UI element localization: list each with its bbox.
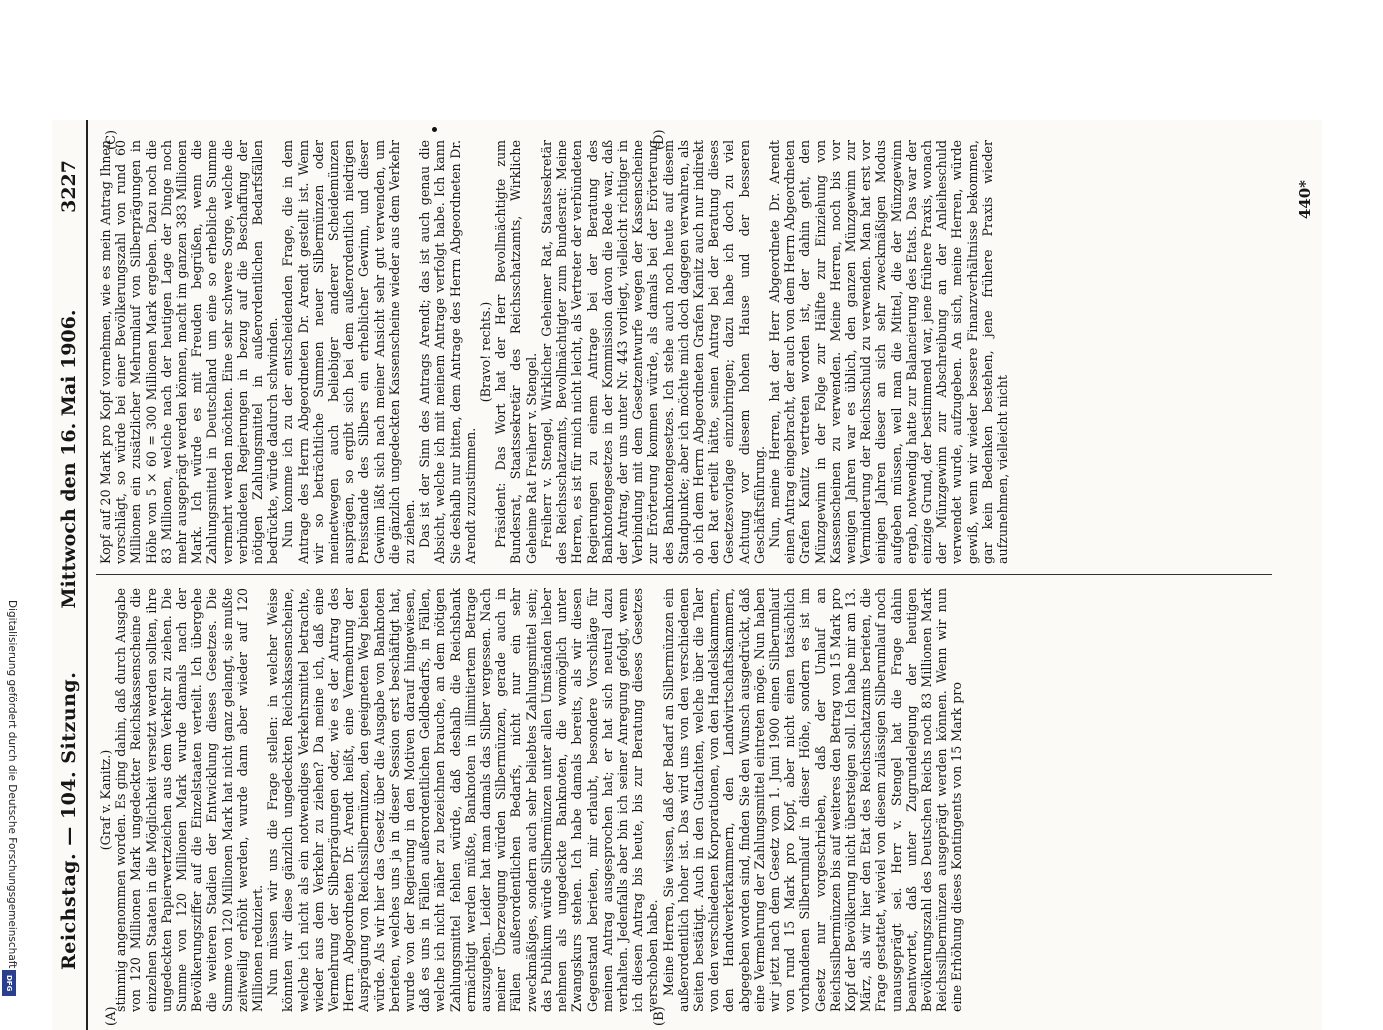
left-paragraph: Nun müssen wir uns die Frage stellen: in welcher Weise könnten wir diese gänzlich ungedeckten Reichskassenscheine, welche ich nicht als ein notwendiges Verkehrsmittel betrachte, wieder aus dem Verkehr zu ziehen? Da meine ich, daß eine Vermehrung der Silberprägungen oder, wie es der Antrag des Herrn Abgeordneten Dr. Arendt heißt, eine Vermehrung der Ausprägung von Reichssilbermünzen, den geeigneten Weg bieten würde. Als wir hier das Gesetz über die Ausgabe von Banknoten berieten, welches uns ja in dieser Session erst beschäftigt hat, wurde von der Regierung in den Motiven darauf hingewiesen, daß es uns in Fällen außerordentlichen Geldbedarfs, in Fällen, welche ich nicht näher zu bezeichnen brauche, an dem nötigen Zahlungsmittel fehlen würde, daß deshalb die Reichsbank ermächtigt werden müßte, Banknoten in illimitiertem Betrage auszugeben. Leider hat man damals das Silber vergessen. Nach meiner Überzeugung würden Silbermünzen, gerade auch in Fällen außerordentlichen Bedarfs, nicht nur ein sehr zweckmäßiges, sondern auch sehr beliebtes Zahlungsmittel sein; das Publikum würde Silbermünzen unter allen Umständen lieber nehmen als ungedeckte Banknoten, die womöglich unter Zwangskurs stehen. Ich habe damals bereits, als wir diesen Gegenstand berieten, mir erlaubt, besondere Vorschläge für meinen Antrag ausgesprochen hat; er hat sich neutral dazu verhalten. Jedenfalls aber bin ich seiner Anregung gefolgt, wenn ich diesen Antrag bis heute, bis zur Beratung dieses Gesetzes verschoben habe.: [265, 588, 661, 1012]
margin-mark-c: (C): [104, 129, 119, 150]
page-header: [52, 120, 88, 1030]
president-remark: Präsident: Das Wort hat der Herr Bevollmächtigte zum Bundesrat, Staatssekretär des Reichsschatzamts, Wirkliche Geheime Rat Freiherr v. Stengel.: [493, 140, 539, 564]
right-paragraph: Freiherr v. Stengel, Wirklicher Geheimer Rat, Staatssekretär des Reichsschatzamts, Bevollmächtigter zum Bundesrat: Meine Herren, es ist für mich nicht leicht, als Vertreter der verbündeten Regierungen zu einem Antrage bei der Beratung des Banknotengesetzes in der Kommission davon die Rede war, daß der Antrag, der uns unter Nr. 443 vorliegt, vielleicht richtiger in Verbindung mit dem Gesetzentwurfe wegen der Kassenscheine zur Erörterung kommen würde, als damals bei der Erörterung des Banknotengesetzes. Ich stehe auch noch heute auf diesem Standpunkte; aber ich möchte mich doch dagegen verwahren, als ob ich dem Herrn Abgeordneten Grafen Kanitz auch nur indirekt den Rat erteilt hätte, seinen Antrag bei der Beratung dieses Gesetzesvorlage einzubringen; dazu habe ich doch zu viel Achtung vor diesem hohen Hause und der besseren Geschäftsführung.: [538, 140, 767, 564]
right-paragraph: Kopf auf 20 Mark pro Kopf vornehmen, wie es mein Antrag Ihnen vorschlägt, so würde bei einer Bevölkerungszahl von rund 60 Millionen ein zusätzlicher Mehrumlauf von Silberprägungen in Höhe von 5 × 60 = 300 Millionen Mark ergeben. Dazu noch die 83 Millionen, welche nach der heutigen Lage der Dinge noch mehr ausgeprägt werden können, macht im ganzen 383 Millionen Mark. Ich würde es mit Freuden begrüßen, wenn die Zahlungsmittel in Deutschland um eine so erhebliche Summe vermehrt werden möchten. Eine sehr schwere Sorge, welche die verbündeten Regierungen in bezug auf die Beschaffung der nötigen Zahlungsmittel in außerordentlichen Bedarfsfällen bedrückte, würde dadurch schwinden.: [98, 140, 281, 564]
margin-dot: [432, 127, 437, 132]
left-column: [98, 588, 1270, 1012]
applause-note: (Bravo! rechts.): [478, 301, 494, 403]
newspaper-page: [52, 120, 1322, 1030]
left-paragraph: stimmig angenommen worden. Es ging dahin, daß durch Ausgabe von 120 Millionen Mark ungedeckter Reichskassenscheine die einzelnen Staaten in die Möglichkeit versetzt werden sollten, ihre ungedeckten Papierwertzeichen aus dem Verkehr zu ziehen. Die Summe von 120 Millionen Mark wurde damals nach der Bevölkerungsziffer auf die Einzelstaaten verteilt. Ich übergehe die weiteren Stadien der Entwicklung dieses Gesetzes. Die Summe von 120 Millionen Mark hat nicht ganz gelangt, sie mußte zeitweilig erhöht werden, wurde dann aber wieder auf 120 Millionen reduziert.: [113, 588, 266, 1012]
left-speaker-tag: (Graf v. Kanitz.): [98, 749, 113, 851]
digitization-credit: Digitalisierung gefördert durch die Deutsche Forschungsgemeinschaft: [6, 600, 18, 969]
header-date: [58, 160, 80, 609]
margin-mark-a: (A): [104, 1006, 119, 1026]
margin-mark-d: (D): [652, 129, 667, 150]
column-divider: [96, 574, 1272, 575]
right-paragraph: Das ist der Sinn des Antrags Arendt; das ist auch genau die Absicht, welche ich mit meinem Antrage verfolgt habe. Ich kann Sie deshalb nur bitten, dem Antrage des Herrn Abgeordneten Dr. Arendt zuzustimmen.: [417, 140, 478, 564]
margin-mark-b: (B): [652, 1006, 667, 1026]
header-session: Reichstag. — 104. Sitzung.: [58, 671, 80, 970]
page-number: 3227: [58, 160, 80, 213]
right-paragraph: Nun komme ich zu der entscheidenden Frage, die in dem Antrage des Herrn Abgeordneten Dr. Arendt gestellt ist. Wenn wir so beträchtliche Summen neuer Silbermünzen oder meinetwegen auch beliebiger anderer Scheidemünzen ausprägen, so ergibt sich bei dem außerordentlich niedrigen Preisstande des Silbers ein erheblicher Gewinn, und dieser Gewinn läßt sich nach meiner Ansicht sehr gut verwenden, um die gänzlich ungedeckten Kassenscheine wieder aus dem Verkehr zu ziehen.: [280, 140, 418, 564]
right-paragraph: Nun, meine Herren, hat der Herr Abgeordnete Dr. Arendt einen Antrag eingebracht, der auch von dem Herrn Abgeordneten Grafen Kanitz vertreten worden ist, der dahin geht, den Münzgewinn in der Folge zur Hälfte zur Einziehung von Kassenscheinen zu verwenden. Meine Herren, noch bis vor wenigen Jahren war es üblich, den ganzen Münzgewinn zur Verminderung der Reichsschuld zu verwenden. Man hat erst vor einigen Jahren dieser an sich sehr zweckmäßigen Modus aufgeben müssen, weil man die Mittel, die der Münzgewinn ergab, notwendig hatte zur Balancierung des Etats. Das war der einzige Grund, der bestimmend war, jene frühere Praxis, wonach der Münzgewinn zur Abschreibung an der Anleiheschuld verwendet wurde, aufzugeben. An sich, meine Herren, würde gewiß, wenn wir wieder bessere Finanzverhältnisse bekommen, gar kein Bedenken bestehen, jene frühere Praxis wieder aufzunehmen, vielleicht nicht: [766, 140, 1010, 564]
left-paragraph: Meine Herren, Sie wissen, daß der Bedarf an Silbermünzen ein außerordentlich hoher ist. Das wird uns von den verschiedenen Seiten bestätigt. Auch in den Gutachten, welche über die Taler von den verschiedenen Korporationen, von den Handelskammern, den Handwerkerkammern, den Landwirtschaftskammern, abgegeben worden sind, finden Sie den Wunsch ausgedrückt, daß eine Vermehrung der Zahlungsmittel eintreten möge. Nun haben wir jetzt nach dem Gesetz vom 1. Juni 1900 einen Silberumlauf von rund 15 Mark pro Kopf, aber nicht einen tatsächlich vorhandenen Silberumlauf in dieser Höhe, sondern es ist im Gesetz nur vorgeschrieben, daß der Umlauf an Reichssilbermünzen bis auf weiteres den Betrag von 15 Mark pro Kopf der Bevölkerung nicht übersteigen soll. Ich habe mir am 13. März, als wir hier den Etat des Reichsschatzamts berieten, die Frage gestattet, wieviel von diesem zulässigen Silberumlauf noch unausgeprägt sei. Herr v. Stengel hat die Frage dahin beantwortet, daß unter Zugrundelegung der heutigen Bevölkerungszahl des Deutschen Reichs noch 83 Millionen Mark Reichssilbermünzen ausgeprägt werden können. Wenn wir nun eine Erhöhung dieses Kontingents von 15 Mark pro: [660, 588, 965, 1012]
dfg-logo: DFG: [2, 970, 16, 996]
header-date-text: Mittwoch den 16. Mai 1906.: [58, 309, 80, 609]
right-column: [98, 140, 1270, 564]
signature-mark: 440*: [1296, 180, 1314, 220]
